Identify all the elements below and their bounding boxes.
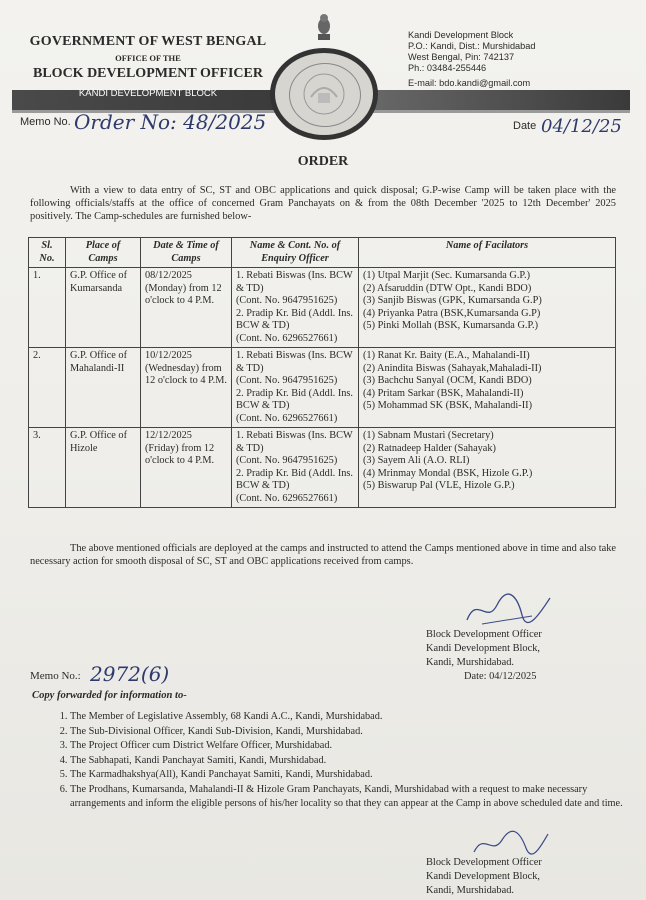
facilitator-line: (1) Utpal Marjit (Sec. Kumarsanda G.P.) xyxy=(363,270,530,281)
camp-schedule-table xyxy=(28,237,616,508)
national-emblem-icon xyxy=(314,12,334,42)
facilitator-line: (1) Ranat Kr. Baity (E.A., Mahalandi-II) xyxy=(363,350,530,361)
header-facilitators: Name of Facilators xyxy=(359,238,616,268)
letterhead-left xyxy=(28,34,268,99)
signatory-title: Block Development Officer xyxy=(426,857,542,868)
cell-sl: 1. xyxy=(29,268,66,348)
date-label: Date xyxy=(513,120,537,132)
signatory-place: Kandi, Murshidabad. xyxy=(426,657,515,668)
table-header-row xyxy=(29,238,616,268)
enquiry-line: (Cont. No. 6296527661) xyxy=(236,492,338,504)
enquiry-line: (Cont. No. 9647951625) xyxy=(236,295,338,306)
enquiry-line: 1. Rebati Biswas (Ins. BCW & TD) xyxy=(236,270,353,294)
cell-date: 10/12/2025 (Wednesday) from 12 o'clock to 4 P.M. xyxy=(141,348,232,428)
enquiry-line: 2. Pradip Kr. Bid (Addl. Ins. BCW & TD) xyxy=(236,467,353,491)
table-row xyxy=(29,268,616,348)
signatory-title: Block Development Officer xyxy=(426,629,542,640)
signature-block-2 xyxy=(426,856,542,898)
cell-enquiry xyxy=(232,348,359,428)
cell-place: G.P. Office of Mahalandi-II xyxy=(66,348,141,428)
address-line: P.O.: Kandi, Dist.: Murshidabad xyxy=(408,41,536,51)
enquiry-line: (Cont. No. 9647951625) xyxy=(236,375,338,386)
facilitator-line: (1) Sabnam Mustari (Secretary) xyxy=(363,430,494,441)
order-title: ORDER xyxy=(297,154,349,169)
email-line: E-mail: bdo.kandi@gmail.com xyxy=(408,78,531,88)
table-row xyxy=(29,348,616,428)
facilitator-line: (2) Afsaruddin (DTW Opt., Kandi BDO) xyxy=(363,282,532,294)
list-item: 4. The Sabhapati, Kandi Panchayat Samiti, Kandi, Murshidabad. xyxy=(70,754,640,769)
phone-line: Ph.: 03484-255446 xyxy=(408,63,487,73)
facilitator-line: (5) Biswarup Pal (VLE, Hizole G.P.) xyxy=(363,480,515,491)
block-name: KANDI DEVELOPMENT BLOCK xyxy=(78,88,218,99)
signatory-block: Kandi Development Block, xyxy=(426,643,540,654)
header-place: Place of Camps xyxy=(66,238,141,268)
letterhead-address xyxy=(408,30,536,89)
memo-label: Memo No. xyxy=(20,116,71,128)
cell-date: 08/12/2025 (Monday) from 12 o'clock to 4 P.M. xyxy=(141,268,232,348)
signatory-date: Date: 04/12/2025 xyxy=(464,671,537,682)
list-item: 2. The Sub-Divisional Officer, Kandi Sub-Division, Kandi, Murshidabad. xyxy=(70,725,640,740)
header-enquiry: Name & Cont. No. of Enquiry Officer xyxy=(232,238,359,268)
enquiry-line: 1. Rebati Biswas (Ins. BCW & TD) xyxy=(236,350,353,374)
header-sl: Sl. No. xyxy=(29,238,66,268)
table-row xyxy=(29,428,616,508)
facilitator-line: (3) Sanjib Biswas (GPK, Kumarsanda G.P) xyxy=(363,295,542,306)
address-line: West Bengal, Pin: 742137 xyxy=(408,52,515,62)
office-of-label: OFFICE OF THE xyxy=(115,53,181,63)
cell-enquiry xyxy=(232,428,359,508)
facilitator-line: (5) Pinki Mollah (BSK, Kumarsanda G.P.) xyxy=(363,320,539,331)
date-handwritten: 04/12/25 xyxy=(541,116,622,137)
cell-enquiry xyxy=(232,268,359,348)
facilitator-line: (3) Bachchu Sanyal (OCM, Kandi BDO) xyxy=(363,375,532,386)
enquiry-line: (Cont. No. 6296527661) xyxy=(236,332,338,344)
list-item: 1. The Member of Legislative Assembly, 68 Kandi A.C., Kandi, Murshidabad. xyxy=(70,710,640,725)
address-line: Kandi Development Block xyxy=(408,30,514,40)
intro-paragraph: With a view to data entry of SC, ST and OBC applications and quick disposal; G.P-wise Camp will be taken place with the following officials/staffs at the office of concerned Gram Panchayats on & from the 08th December '2025 to 12th December' 2025 positively. The Camp-schedules are furnished below- xyxy=(30,185,616,222)
list-item: 6. The Prodhans, Kumarsanda, Mahalandi-II & Hizole Gram Panchayats, Kandi, Murshidabad with a request to make necessary arrangements and inform the eligible persons of his/her locality so that they can appear at the Camp in above scheduled date and time. xyxy=(70,783,640,812)
list-item: 3. The Project Officer cum District Welfare Officer, Murshidabad. xyxy=(70,739,640,754)
facilitator-line: (4) Pritam Sarkar (BSK, Mahalandi-II) xyxy=(363,387,524,399)
enquiry-line: 2. Pradip Kr. Bid (Addl. Ins. BCW & TD) xyxy=(236,307,353,331)
memo2-handwritten: 2972(6) xyxy=(90,662,170,686)
cell-facilitators xyxy=(359,348,616,428)
government-title: GOVERNMENT OF WEST BENGAL xyxy=(29,34,267,49)
cell-place: G.P. Office of Hizole xyxy=(66,428,141,508)
header-date: Date & Time of Camps xyxy=(141,238,232,268)
recipient-list xyxy=(44,710,640,812)
cell-facilitators xyxy=(359,268,616,348)
facilitator-line: (2) Anindita Biswas (Sahayak,Mahaladi-II) xyxy=(363,362,542,374)
cell-date: 12/12/2025 (Friday) from 12 o'clock to 4 P.M. xyxy=(141,428,232,508)
cell-place: G.P. Office of Kumarsanda xyxy=(66,268,141,348)
signatory-block: Kandi Development Block, xyxy=(426,871,540,882)
signature-block xyxy=(426,628,542,684)
enquiry-line: (Cont. No. 6296527661) xyxy=(236,412,338,424)
cell-facilitators xyxy=(359,428,616,508)
memo2-label: Memo No.: xyxy=(30,670,81,682)
enquiry-line: 2. Pradip Kr. Bid (Addl. Ins. BCW & TD) xyxy=(236,387,353,411)
closing-paragraph: The above mentioned officials are deployed at the camps and instructed to attend the Camps mentioned above in time and also take necessary action for smooth disposal of SC, ST and OBC applications received from camps. xyxy=(30,543,617,567)
facilitator-line: (2) Ratnadeep Halder (Sahayak) xyxy=(363,442,496,454)
facilitator-line: (4) Priyanka Patra (BSK,Kumarsanda G.P) xyxy=(363,307,541,319)
facilitator-line: (5) Mohammad SK (BSK, Mahalandi-II) xyxy=(363,400,533,411)
cell-sl: 3. xyxy=(29,428,66,508)
bdo-title: BLOCK DEVELOPMENT OFFICER xyxy=(33,66,263,81)
cell-sl: 2. xyxy=(29,348,66,428)
facilitator-line: (4) Mrinmay Mondal (BSK, Hizole G.P.) xyxy=(363,467,533,479)
enquiry-line: 1. Rebati Biswas (Ins. BCW & TD) xyxy=(236,430,353,454)
list-item: 5. The Karmadhakshya(All), Kandi Panchayat Samiti, Kandi, Murshidabad. xyxy=(70,768,640,783)
facilitator-line: (3) Sayem Ali (A.O. RLI) xyxy=(363,455,470,466)
memo-handwritten: Order No: 48/2025 xyxy=(74,110,267,134)
copy-forwarded-heading: Copy forwarded for information to- xyxy=(32,690,187,701)
signature-scrawl-icon xyxy=(462,590,552,630)
signatory-place: Kandi, Murshidabad. xyxy=(426,885,515,896)
government-seal-icon xyxy=(270,48,378,140)
enquiry-line: (Cont. No. 9647951625) xyxy=(236,455,338,466)
